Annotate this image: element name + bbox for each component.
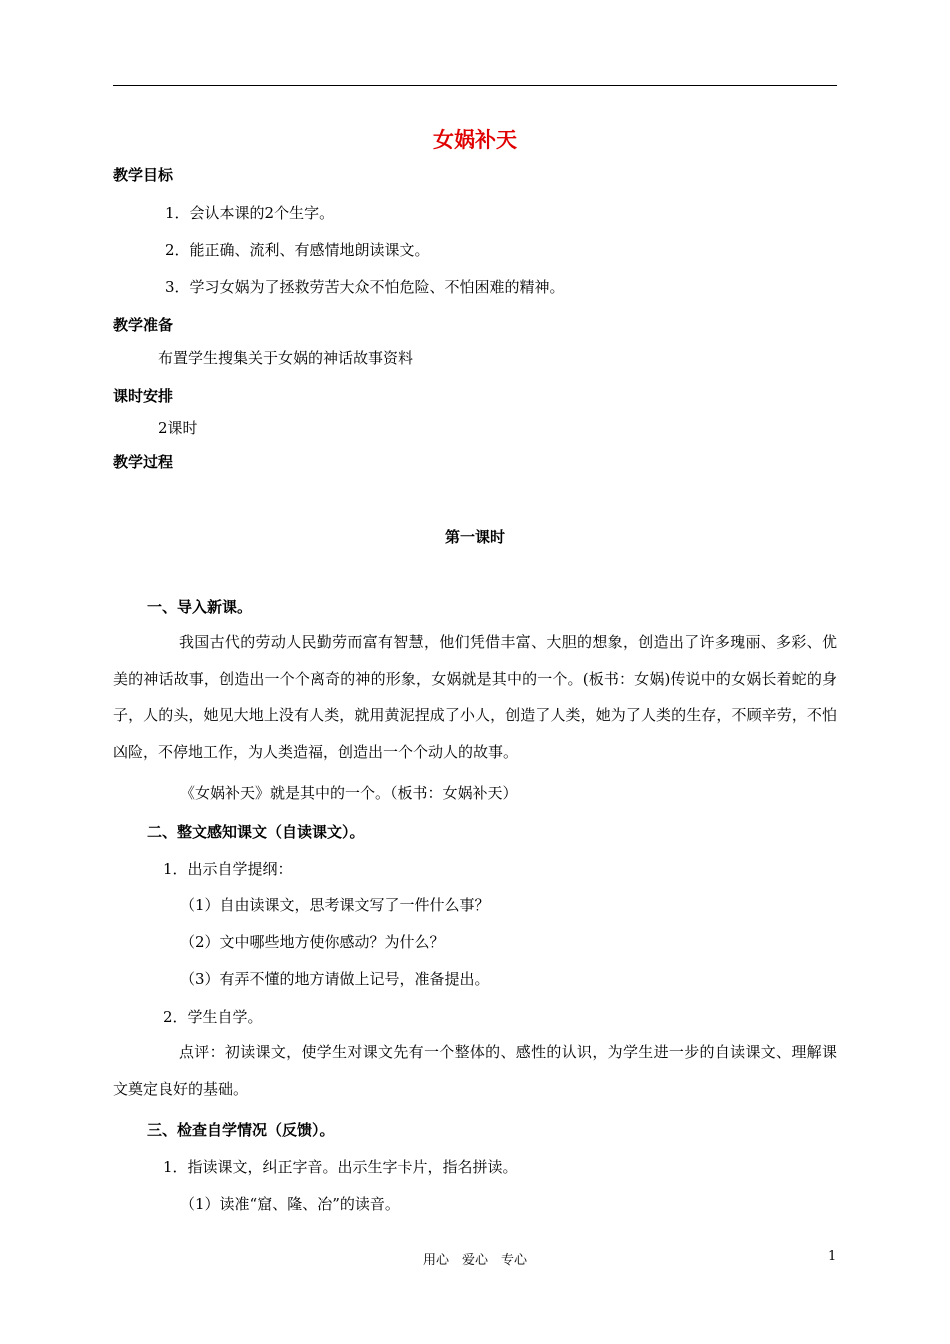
part3-sub-1: （1）读准“窟、隆、冶”的读音。 <box>180 1195 400 1213</box>
part1-paragraph: 我国古代的劳动人民勤劳而富有智慧，他们凭借丰富、大胆的想象，创造出了许多瑰丽、多彩、优美的神话故事，创造出一个个离奇的神的形象，女娲就是其中的一个。(板书：女娲)传说中的女娲长着蛇的身子，人的头，她见大地上没有人类，就用黄泥捏成了小人，创造了人类，她为了人类的生存，不顾辛劳，不怕凶险，不停地工作，为人类造福，创造出一个个动人的故事。 <box>113 633 837 761</box>
goal-item-2: 2．能正确、流利、有感情地朗读课文。 <box>165 241 430 259</box>
lesson-heading: 第一课时 <box>444 528 505 546</box>
goals-heading: 教学目标 <box>113 166 174 184</box>
header-rule <box>113 85 837 86</box>
part2-item-1: 1．出示自学提纲： <box>163 860 293 878</box>
part2-heading: 二、整文感知课文（自读课文）。 <box>147 823 365 841</box>
goal-item-3: 3．学习女娲为了拯救劳苦大众不怕危险、不怕困难的精神。 <box>165 278 565 296</box>
part1-heading: 一、导入新课。 <box>147 598 253 616</box>
prep-heading: 教学准备 <box>113 316 174 334</box>
part2-comment: 点评：初读课文，使学生对课文先有一个整体的、感性的认识，为学生进一步的自读课文、理解课文奠定良好的基础。 <box>113 1043 837 1098</box>
footer-motto: 用心 爱心 专心 <box>422 1253 527 1268</box>
part1-line2: 《女娲补天》就是其中的一个。（板书：女娲补天） <box>180 784 518 802</box>
goal-item-1: 1．会认本课的2个生字。 <box>165 204 335 222</box>
part2-sub-2: （2）文中哪些地方使你感动？为什么？ <box>180 933 445 951</box>
part2-sub-1: （1）自由读课文，思考课文写了一件什么事？ <box>180 896 490 914</box>
schedule-text: 2课时 <box>158 419 198 437</box>
process-heading: 教学过程 <box>113 453 174 471</box>
part3-heading: 三、检查自学情况（反馈）。 <box>147 1121 335 1139</box>
part2-item-2: 2．学生自学。 <box>163 1008 263 1026</box>
part3-item-1: 1．指读课文，纠正字音。出示生字卡片，指名拼读。 <box>163 1158 518 1176</box>
prep-text: 布置学生搜集关于女娲的神话故事资料 <box>158 349 414 367</box>
schedule-heading: 课时安排 <box>113 387 174 405</box>
document-title: 女娲补天 <box>433 128 517 152</box>
page-number: 1 <box>828 1249 837 1264</box>
part2-sub-3: （3）有弄不懂的地方请做上记号，准备提出。 <box>180 970 490 988</box>
